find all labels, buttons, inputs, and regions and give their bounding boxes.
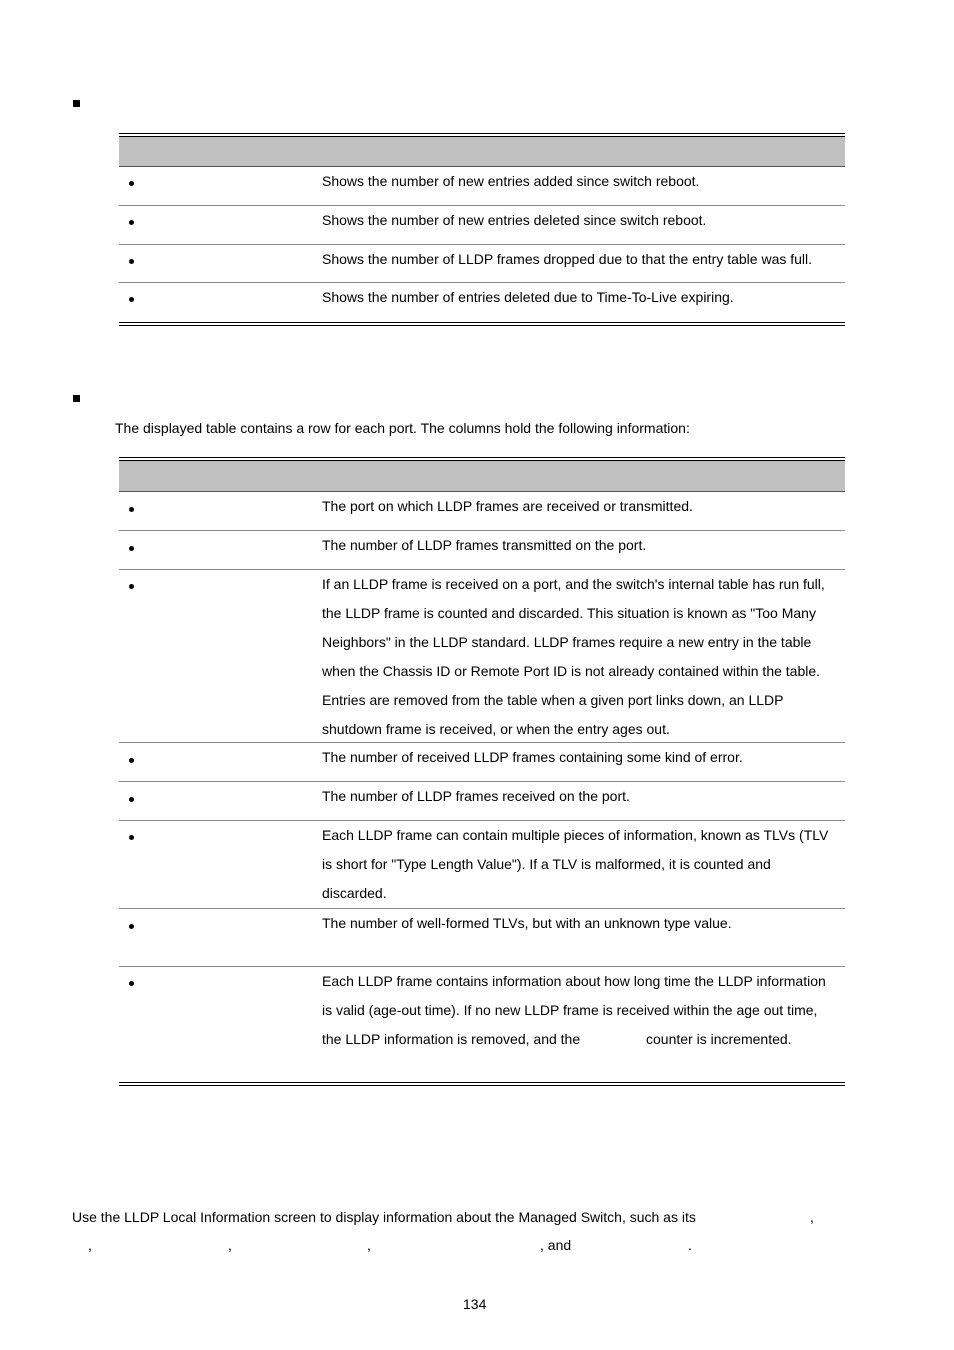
table-row [119, 283, 845, 322]
bullet-dot [129, 507, 134, 512]
bullet-dot [129, 797, 134, 802]
table-row [119, 821, 845, 909]
bullet-dot [129, 584, 134, 589]
bullet-dot [129, 546, 134, 551]
paragraph-comma: , [810, 1209, 814, 1225]
row-description: If an LLDP frame is received on a port, and the switch's internal table has run full, the LLDP frame is counted and discarded. This situation is known as "Too Many Neighbors" in the LLDP standard. LLDP frames require a new entry in the table when the Chassis ID or Remote Port ID is not already contained within the table. Entries are removed from the table when a given port links down, an LLDP shutdown frame is received, or when the entry ages out. [322, 576, 825, 737]
table-header [119, 137, 845, 167]
row-description-part: Each LLDP frame contains information about how long time the LLDP information is valid (age-out time). If no new LLDP frame is received within the age out time, the LLDP information is removed, and the [322, 973, 826, 1047]
section-bullet-square [73, 100, 80, 107]
row-description: The number of LLDP frames received on the port. [322, 788, 630, 804]
lldp-port-statistics-table [119, 457, 845, 1086]
table-bottom-rule [119, 1082, 845, 1086]
row-description-part: incremented. [710, 1031, 792, 1047]
lldp-global-counters-table [119, 133, 845, 326]
row-description: Shows the number of new entries added since switch reboot. [322, 173, 700, 189]
row-description: The port on which LLDP frames are received or transmitted. [322, 498, 693, 514]
row-description: Each LLDP frame can contain multiple pieces of information, known as TLVs (TLV is short for "Type Length Value"). If a TLV is malformed, it is counted and discarded. [322, 827, 829, 901]
lldp-local-info-paragraph: Use the LLDP Local Information screen to display information about the Managed Switch, such as its [72, 1209, 696, 1225]
table-row [119, 909, 845, 967]
table-bottom-rule [119, 322, 845, 326]
table-row [119, 206, 845, 245]
row-description: Shows the number of new entries deleted since switch reboot. [322, 212, 707, 228]
row-description: Shows the number of LLDP frames dropped due to that the entry table was full. [322, 251, 813, 267]
section-intro: The displayed table contains a row for each port. The columns hold the following information: [115, 420, 690, 436]
paragraph-period: . [688, 1237, 692, 1253]
section-bullet-square [73, 395, 80, 402]
bullet-dot [129, 924, 134, 929]
bullet-dot [129, 297, 134, 302]
row-description-part: counter is [646, 1031, 707, 1047]
row-description: The number of well-formed TLVs, but with an unknown type value. [322, 915, 732, 931]
bullet-dot [129, 259, 134, 264]
row-description: The number of received LLDP frames containing some kind of error. [322, 749, 743, 765]
table-header [119, 461, 845, 492]
table-row [119, 570, 845, 743]
row-description: Shows the number of entries deleted due to Time-To-Live expiring. [322, 289, 734, 305]
bullet-dot [129, 835, 134, 840]
bullet-dot [129, 758, 134, 763]
table-row [119, 245, 845, 283]
row-description: The number of LLDP frames transmitted on the port. [322, 537, 647, 553]
bullet-dot [129, 220, 134, 225]
paragraph-comma: , [88, 1237, 92, 1253]
row-description [322, 967, 839, 1054]
paragraph-comma: , [367, 1237, 371, 1253]
table-row [119, 531, 845, 570]
page-number: 134 [463, 1296, 487, 1312]
table-row [119, 967, 845, 1082]
paragraph-and: , and [540, 1237, 572, 1253]
table-row [119, 167, 845, 206]
bullet-dot [129, 181, 134, 186]
table-row [119, 743, 845, 782]
bullet-dot [129, 981, 134, 986]
table-row [119, 782, 845, 821]
table-row [119, 492, 845, 531]
paragraph-comma: , [228, 1237, 232, 1253]
